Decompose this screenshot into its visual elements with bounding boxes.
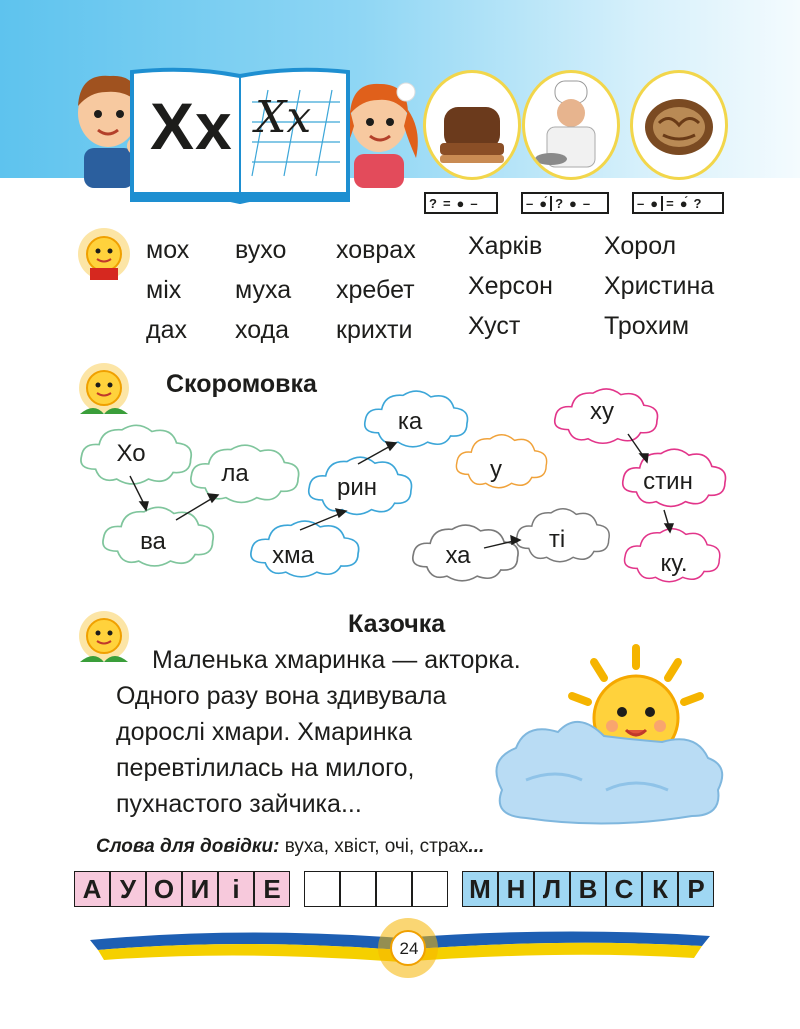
word: дах xyxy=(146,316,187,344)
tale-line: Одного разу вона здивувала xyxy=(116,682,447,710)
word-column-3 xyxy=(336,230,416,350)
consonant-letters xyxy=(462,871,714,907)
vowel-letters xyxy=(74,871,290,907)
letter-printed: Хх xyxy=(150,89,233,163)
vowel-cell: А xyxy=(74,871,110,907)
letter-cursive: Хх xyxy=(255,92,312,143)
cook-icon xyxy=(525,73,617,177)
cloud-syllable: ті xyxy=(548,526,566,553)
sun-on-cloud-illustration xyxy=(486,640,730,830)
word: міх xyxy=(146,276,182,304)
vowel-cell: У xyxy=(110,871,146,907)
word: Христина xyxy=(604,272,715,300)
word-column-2 xyxy=(235,230,291,350)
vowel-cell: Е xyxy=(254,871,290,907)
cloud-syllable: у xyxy=(490,456,502,483)
word: муха xyxy=(235,276,292,304)
vowel-cell: і xyxy=(218,871,254,907)
word-column-5 xyxy=(604,226,714,346)
help-word-list: вуха, хвіст, очі, страх xyxy=(279,836,469,857)
sound-scheme-2: – ●́ ? ● – xyxy=(521,192,609,214)
word: вухо xyxy=(235,236,287,264)
consonant-cell: К xyxy=(642,871,678,907)
tale-line: перевтілилась на милого, xyxy=(116,754,415,782)
consonant-cell: Л xyxy=(534,871,570,907)
tale-title: Казочка xyxy=(348,610,446,638)
word: Хорол xyxy=(604,232,677,260)
vowel-cell: И xyxy=(182,871,218,907)
empty-cell xyxy=(340,871,376,907)
walnut-icon xyxy=(633,73,725,177)
consonant-cell: М xyxy=(462,871,498,907)
word: Хуст xyxy=(468,312,521,340)
word: хребет xyxy=(336,276,415,304)
cloud-syllable: Хо xyxy=(116,440,146,467)
empty-cell xyxy=(412,871,448,907)
consonant-cell: Р xyxy=(678,871,714,907)
consonant-cell: С xyxy=(606,871,642,907)
sun-reading-icon xyxy=(74,226,134,286)
bread-picture xyxy=(423,70,521,180)
bread-icon xyxy=(426,73,518,177)
cloud-syllable: ку. xyxy=(660,550,688,577)
empty-cell xyxy=(376,871,412,907)
walnut-picture xyxy=(630,70,728,180)
word: Харків xyxy=(468,232,543,260)
tale-line: дорослі хмари. Хмаринка xyxy=(116,718,413,746)
word: мох xyxy=(146,236,190,264)
empty-letter-cells xyxy=(304,871,448,907)
cloud-syllable: ху xyxy=(590,398,614,425)
word: хода xyxy=(235,316,290,344)
cook-picture xyxy=(522,70,620,180)
help-label: Слова для довідки xyxy=(96,836,274,857)
word: крихти xyxy=(336,316,413,344)
consonant-cell: Н xyxy=(498,871,534,907)
cloud-syllable: ва xyxy=(140,528,166,555)
help-words: Слова для довідки: вуха, хвіст, очі, страх... xyxy=(96,836,485,857)
word: Трохим xyxy=(604,312,690,340)
tale-line: пухнастого зайчика... xyxy=(116,790,362,818)
consonant-cell: В xyxy=(570,871,606,907)
sound-scheme-3: – ● = ●́ ? xyxy=(632,192,724,214)
page-number: 24 xyxy=(399,939,419,958)
tale-line: Маленька хмаринка — акторка. xyxy=(152,646,521,674)
word: ховрах xyxy=(336,236,416,264)
cloud-syllable: хма xyxy=(272,542,314,569)
sound-scheme-1: ? = ● – xyxy=(424,192,498,214)
empty-cell xyxy=(304,871,340,907)
word-column-4 xyxy=(468,226,553,346)
cloud-syllable: ка xyxy=(397,408,423,435)
cloud-syllable: ла xyxy=(221,460,249,487)
cloud-syllable: стин xyxy=(643,468,693,495)
tongue-twister-title: Скоромовка xyxy=(166,370,317,398)
sun-icon xyxy=(74,610,134,666)
cloud-syllable: рин xyxy=(336,474,377,501)
word: Херсон xyxy=(468,272,553,300)
vowel-cell: О xyxy=(146,871,182,907)
cloud-syllable: ха xyxy=(445,542,471,569)
word-column-1 xyxy=(146,230,189,350)
